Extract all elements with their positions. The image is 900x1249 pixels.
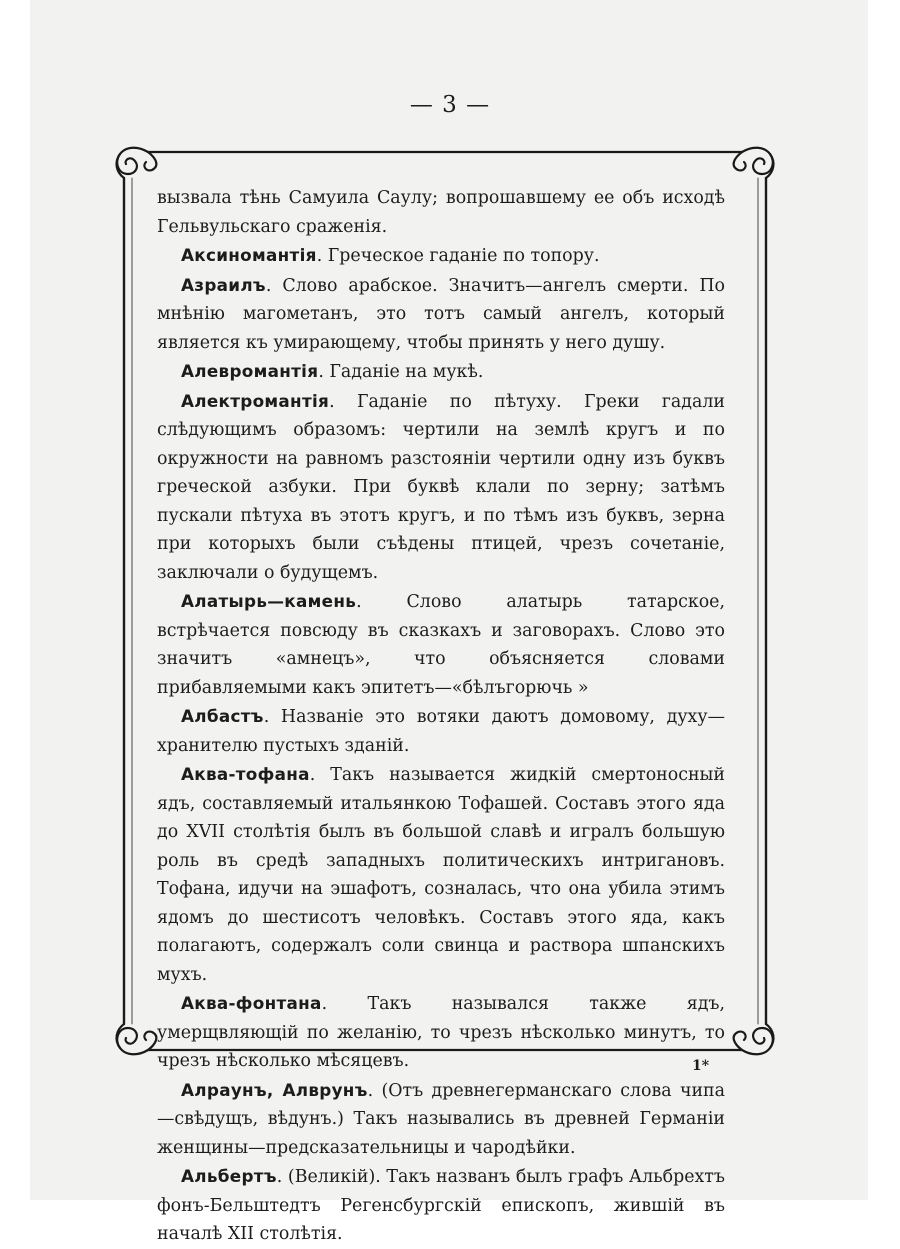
- entry-definition: . (Великій). Такъ названъ былъ графъ Альбрехтъ фонъ-Бельштедтъ Регенсбургскій епископъ, жившій въ началѣ XII столѣтія.: [157, 1167, 725, 1244]
- entry-term: Албастъ: [181, 706, 264, 726]
- entry-term: Алектромантія: [181, 390, 330, 411]
- entry-term: Аква-фонтана: [181, 993, 322, 1013]
- entry-definition: . (Отъ древнегерманскаго слова чипа—свѣдущъ, вѣдунъ.) Такъ назывались въ древней Германіи женщины—предсказательницы и чародѣйки.: [157, 1080, 725, 1158]
- entry-definition: . Такъ называется жидкій смертоносный ядъ, составляемый итальянкою Тофашей. Составъ этого яда до XVII столѣтія былъ въ большой славѣ и игралъ большую роль въ средѣ западныхъ политическихъ интригановъ. Тофана, идучи на эшафотъ, созналась, что она убила этимъ ядомъ до шестисотъ человѣкъ. Составъ этого яда, какъ полагаютъ, содержалъ соли свинца и раствора шпанскихъ мухъ.: [157, 765, 725, 985]
- dictionary-entry: [157, 760, 725, 989]
- dictionary-entry: [157, 271, 725, 358]
- entry-term: Алатырь—камень: [181, 591, 357, 611]
- dictionary-entry: [157, 1162, 725, 1249]
- entry-definition: . Слово арабское. Значитъ—ангелъ смерти. По мнѣнію магометанъ, это тотъ самый ангелъ, который является къ умирающему, чтобы принять у него душу.: [157, 275, 725, 353]
- dictionary-text: [157, 184, 725, 1249]
- entry-definition: . Слово алатырь татарское, встрѣчается повсюду въ сказкахъ и заговорахъ. Слово это значитъ «амнецъ», что объясняется словами прибавляемыми какъ эпитетъ—«бѣлъгорючь »: [157, 592, 725, 698]
- dictionary-entry: [157, 241, 725, 271]
- entry-term: Азраилъ: [181, 274, 266, 295]
- entry-term: Аксиномантія: [181, 245, 317, 265]
- entry-term: Алевромантія: [181, 361, 319, 381]
- dictionary-entry: [157, 1076, 725, 1163]
- dictionary-entry: [157, 387, 725, 588]
- continued-paragraph: вызвала тѣнь Самуила Саулу; вопрошавшему ее объ исходѣ Гельвульскаго сраженія.: [157, 188, 725, 237]
- entry-definition: . Гаданіе на мукѣ.: [318, 362, 484, 382]
- dictionary-entry: [157, 989, 725, 1076]
- entry-definition: . Гаданіе по пѣтуху. Греки гадали слѣдующимъ образомъ: чертили на землѣ кругъ и по окружности на равномъ разстояніи чертили одну изъ буквъ греческой азбуки. При буквѣ клали по зерну; затѣмъ пускали пѣтуха въ этотъ кругъ, и по тѣмъ изъ буквъ, зерна при которыхъ были съѣдены птицей, чрезъ сочетаніе, заключали о будущемъ.: [157, 391, 725, 583]
- entry-definition: . Названіе это вотяки даютъ домовому, духу—хранителю пустыхъ зданій.: [157, 707, 725, 756]
- page-number: — 3 —: [409, 92, 491, 118]
- dictionary-entry: [157, 357, 725, 387]
- entry-term: Алраунъ, Алврунъ: [181, 1079, 368, 1100]
- entry-definition: . Греческое гаданіе по топору.: [316, 246, 600, 266]
- dictionary-entry: [157, 587, 725, 702]
- entry-list: [157, 241, 725, 1249]
- dictionary-entry: [157, 702, 725, 760]
- entry-definition: . Такъ назывался также ядъ, умерщвляющій по желанію, то чрезъ нѣсколько минутъ, то чрезъ нѣсколько мѣсяцевъ.: [157, 994, 725, 1071]
- signature-mark: 1*: [692, 1058, 710, 1074]
- entry-term: Альбертъ: [181, 1166, 277, 1186]
- entry-term: Аква-тофана: [181, 764, 310, 784]
